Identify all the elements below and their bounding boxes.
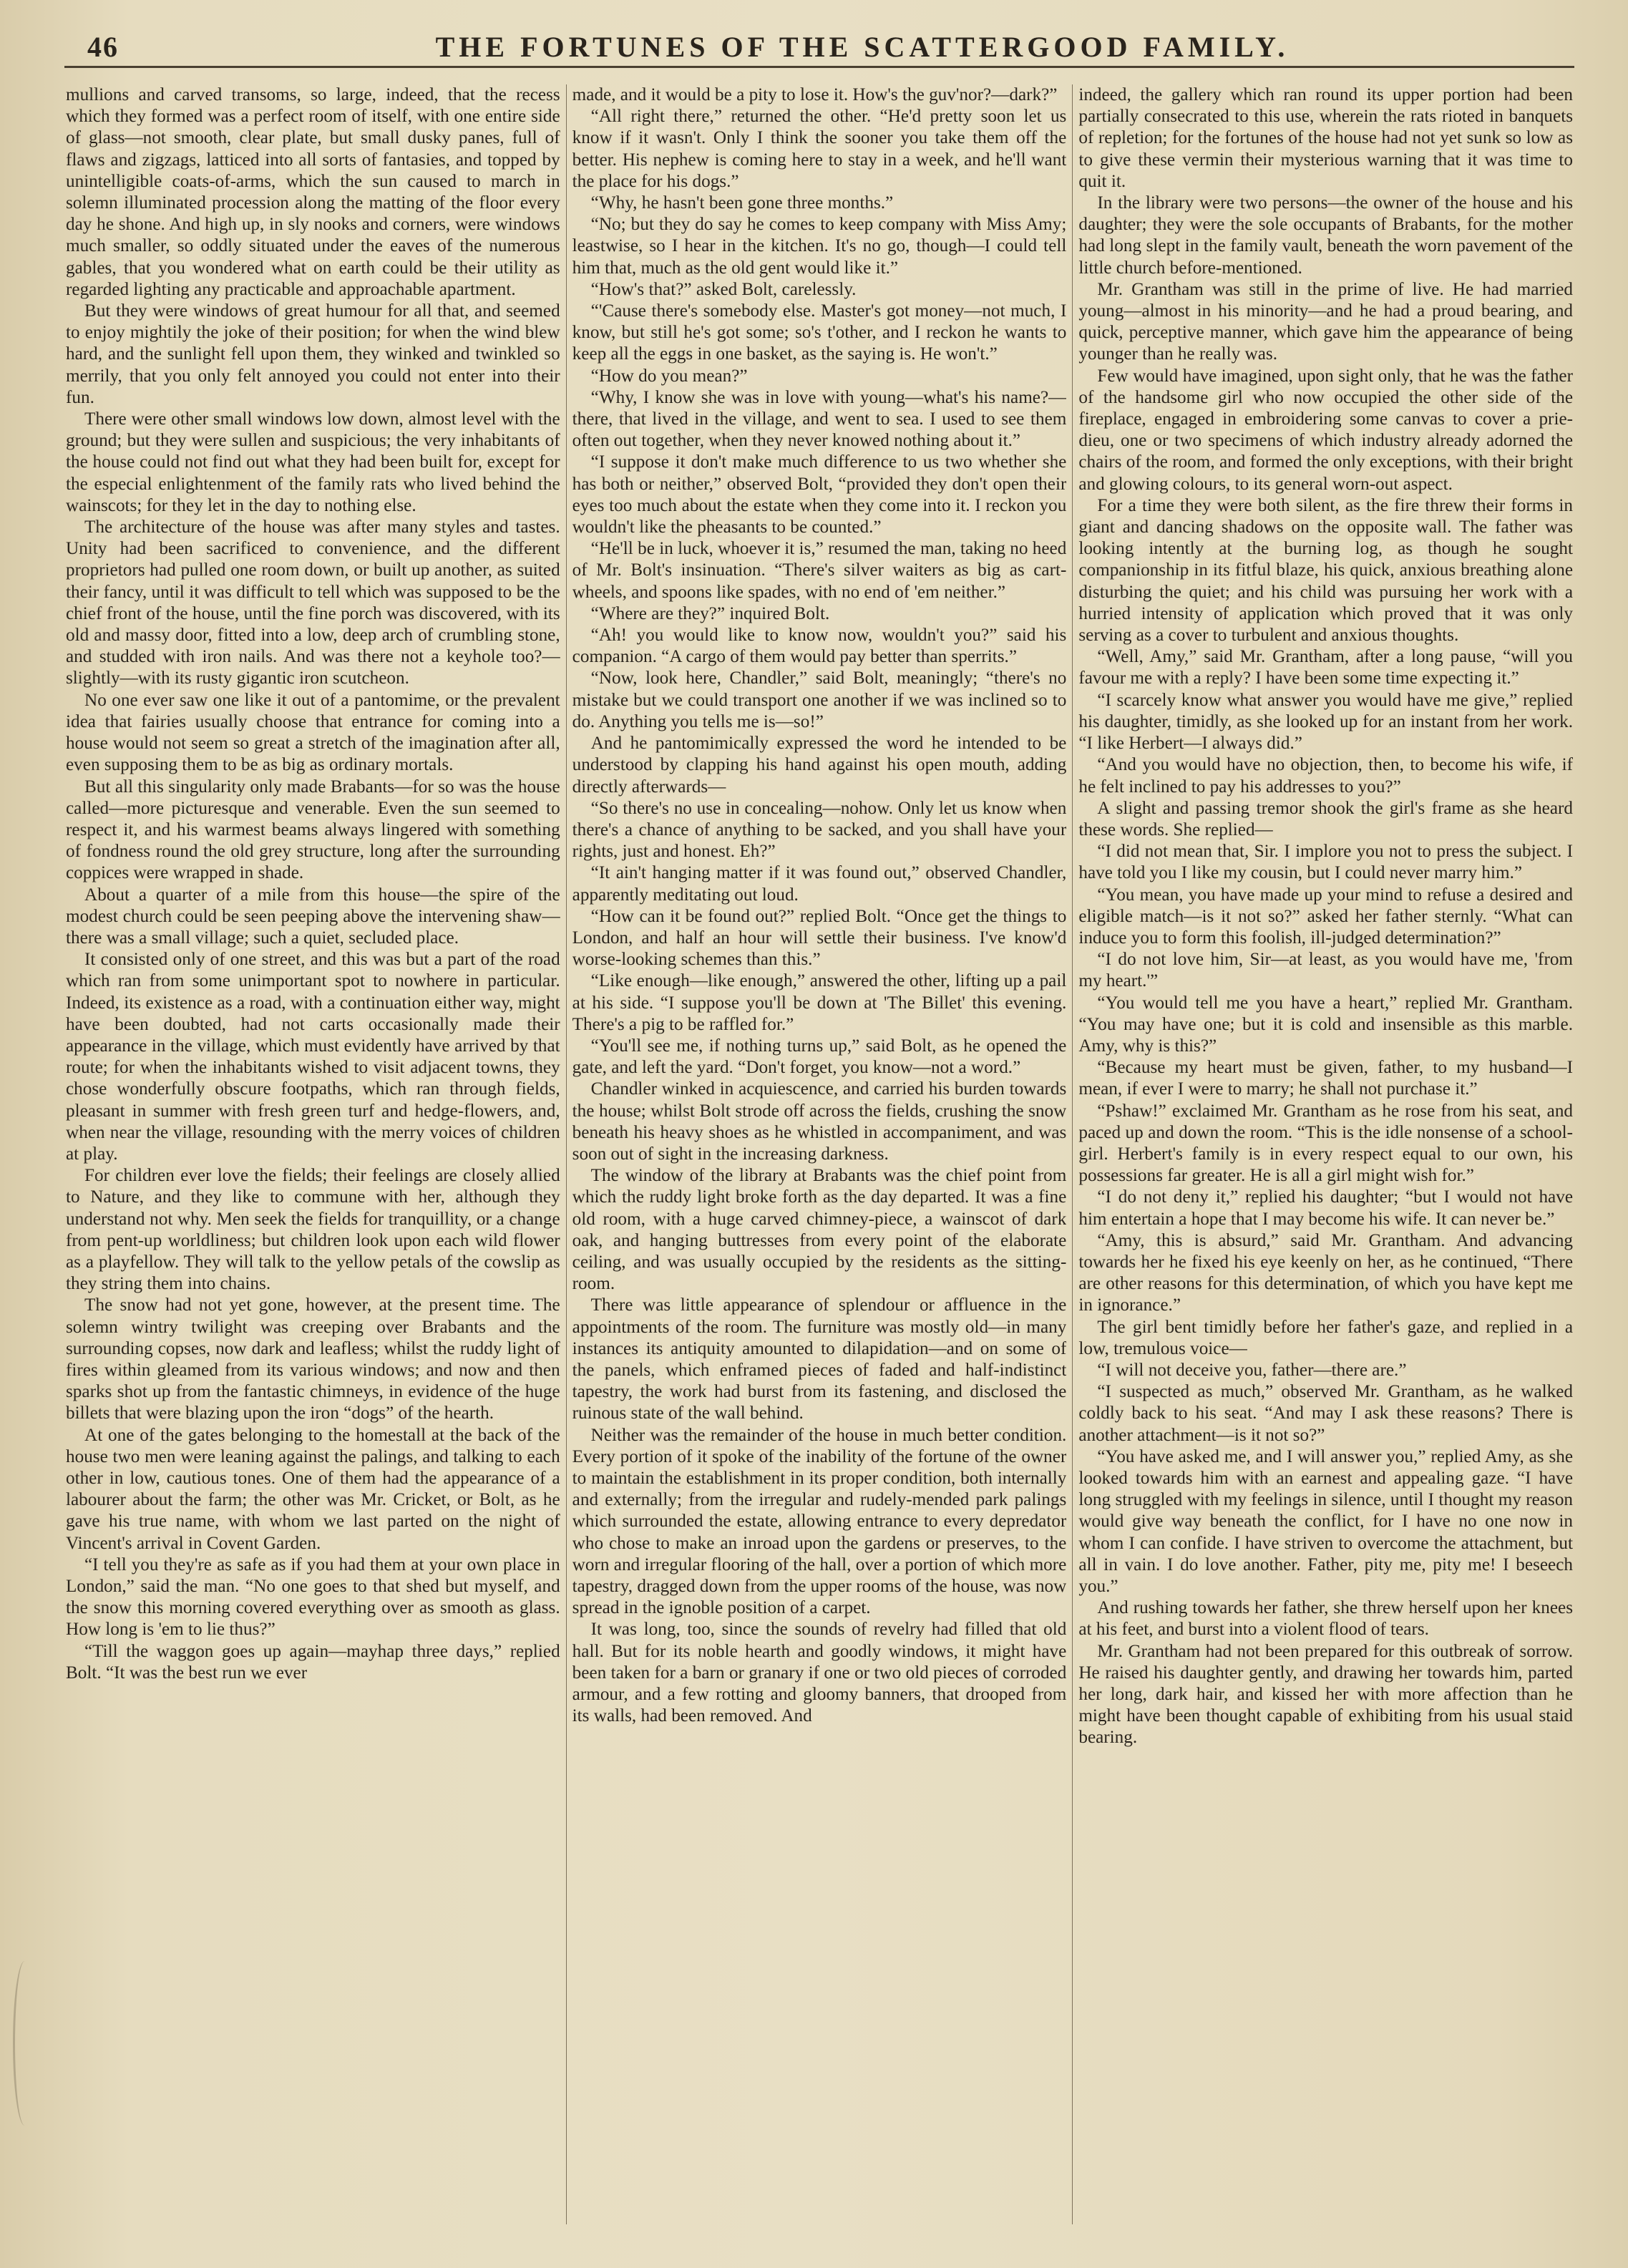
paragraph: The window of the library at Brabants was the chief point from which the ruddy light broke forth as the day departed. It was a fine old room, with a huge carved chimney-piece, a wainscot of dark oak, and hanging buttresses from every point of the elaborate ceiling, and was usually occupied by the residents as the sitting-room. [572, 1166, 1067, 1294]
paragraph: “How do you mean?” [590, 366, 748, 386]
paragraph: “Like enough—like enough,” answered the other, lifting up a pail at his side. “I suppose you'll be down at 'The Billet' this evening. There's a pig to be raffled for.” [572, 971, 1067, 1034]
paragraph: “Now, look here, Chandler,” said Bolt, meaningly; “there's no mistake but we could transport one another if we was inclined so to do. Anything you tells me is—so!” [572, 668, 1067, 731]
paragraph: “I did not mean that, Sir. I implore you not to press the subject. I have told you I like my cousin, but I could never marry him.” [1078, 842, 1574, 883]
paragraph: No one ever saw one like it out of a pantomime, or the prevalent idea that fairies usually choose that entrance for coming into a house would not seem so great a stretch of the imagination after all, even supposing them to be as big as ordinary mortals. [66, 690, 560, 775]
paragraph: “How can it be found out?” replied Bolt. “Once get the things to London, and half an hour will settle their business. I've know'd worse-looking schemes than this.” [572, 906, 1067, 970]
paragraph: “You have asked me, and I will answer you,” replied Amy, as she looked towards him with an earnest and appealing gaze. “I have long struggled with my feelings in silence, until I thought my reason would give way beneath the conflict, for I have no one now in whom I can confide. I have striven to overcome the attachment, but all in vain. I do love another. Father, pity me, pity me! I beseech you.” [1078, 1446, 1574, 1597]
paragraph: Mr. Grantham had not been prepared for this outbreak of sorrow. He raised his daughter gently, and drawing her towards him, parted her long, dark hair, and kissed her with more affection than he might have been thought capable of exhibiting from his usual staid bearing. [1078, 1641, 1574, 1748]
paragraph: At one of the gates belonging to the homestall at the back of the house two men were leaning against the palings, and talking to each other in low, cautious tones. One of them had the appearance of a labourer about the farm; the other was Mr. Cricket, or Bolt, as he gave his true name, with whom we last parted on the night of Vincent's arrival in Covent Garden. [66, 1425, 560, 1553]
paragraph: A slight and passing tremor shook the girl's frame as she heard these words. She replied— [1078, 798, 1574, 839]
paragraph: indeed, the gallery which ran round its upper portion had been partially consecrated to this use, wherein the rats rioted in banquets of repletion; for the fortunes of the house had not yet sunk so low as to give these vermin their mysterious warning that it was time to quit it. [1078, 85, 1574, 191]
paragraph: “How's that?” asked Bolt, carelessly. [590, 279, 857, 299]
paragraph: About a quarter of a mile from this house—the spire of the modest church could be seen peeping above the intervening shaw—there was a small village; such a quiet, secluded place. [66, 885, 560, 948]
column-divider [1072, 84, 1073, 2224]
paragraph: “Amy, this is absurd,” said Mr. Grantham. And advancing towards her he fixed his eye keenly on her, as he continued, “There are other reasons for this determination, of which you have kept me in ignorance.” [1078, 1230, 1574, 1315]
paragraph: For a time they were both silent, as the fire threw their forms in giant and dancing shadows on the opposite wall. The father was looking intently at the burning log, as though he sought companionship in its fitful blaze, his quick, anxious breathing alone disturbing the quiet; and his child was pursuing her work with a hurried intensity of application which proved that it was only serving as a cover to turbulent and anxious thoughts. [1078, 495, 1574, 646]
paragraph: “And you would have no objection, then, to become his wife, if he felt inclined to pay his addresses to you?” [1078, 755, 1574, 797]
paragraph: “All right there,” returned the other. “He'd pretty soon let us know if it wasn't. Only I think the sooner you take them off the better. His nephew is coming here to stay in a week, and he'll want the place for his dogs.” [572, 107, 1067, 191]
paragraph: The girl bent timidly before her father's gaze, and replied in a low, tremulous voice— [1078, 1317, 1574, 1358]
paragraph: made, and it would be a pity to lose it. How's the guv'nor?—dark?” [572, 85, 1058, 104]
paragraph: “You'll see me, if nothing turns up,” said Bolt, as he opened the gate, and left the yard. “Don't forget, you know—not a word.” [572, 1036, 1067, 1078]
paragraph: And he pantomimically expressed the word he intended to be understood by clapping his hand against his open mouth, adding directly afterwards— [572, 734, 1067, 797]
paragraph: “Where are they?” inquired Bolt. [590, 603, 830, 623]
paragraph: “No; but they do say he comes to keep company with Miss Amy; leastwise, so I hear in the kitchen. It's no go, though—I could tell him that, much as the old gent would like it.” [572, 215, 1067, 278]
paragraph: “He'll be in luck, whoever it is,” resumed the man, taking no heed of Mr. Bolt's insinuation. “There's silver waiters as big as cart-wheels, and spoons like spades, with no end of 'em neither.” [572, 539, 1067, 602]
paragraph: “Well, Amy,” said Mr. Grantham, after a long pause, “will you favour me with a reply? I have been some time expecting it.” [1078, 647, 1574, 688]
paragraph: “I will not deceive you, father—there are.” [1097, 1360, 1407, 1380]
paragraph: But all this singularity only made Brabants—for so was the house called—more picturesque and venerable. Even the sun seemed to respect it, and his warmest beams always lingered with something of fondness round the old grey structure, long after the surrounding coppices were wrapped in shade. [66, 777, 560, 883]
paragraph: “Why, he hasn't been gone three months.” [590, 193, 894, 213]
paragraph: “You would tell me you have a heart,” replied Mr. Grantham. “You may have one; but it is cold and insensible as this marble. Amy, why is this?” [1078, 993, 1574, 1056]
paragraph: “I scarcely know what answer you would have me give,” replied his daughter, timidly, as she looked up for an instant from her work. “I like Herbert—I always did.” [1078, 690, 1574, 754]
paragraph: “It ain't hanging matter if it was found out,” observed Chandler, apparently meditating out loud. [572, 863, 1067, 905]
column-3 [1078, 84, 1573, 2224]
paragraph: Chandler winked in acquiescence, and carried his burden towards the house; whilst Bolt strode off across the fields, crushing the snow beneath his heavy shoes as he whistled in accompaniment, and was soon out of sight in the increasing darkness. [572, 1079, 1067, 1164]
paragraph: There was little appearance of splendour or affluence in the appointments of the room. The furniture was mostly old—in many instances its antiquity amounted to dilapidation—and on some of the panels, which enframed pieces of faded and half-indistinct tapestry, the work had burst from its fastening, and disclosed the ruinous state of the wall behind. [572, 1295, 1067, 1423]
paragraph: And rushing towards her father, she threw herself upon her knees at his feet, and burst into a violent flood of tears. [1078, 1598, 1574, 1640]
paragraph: It consisted only of one street, and this was but a part of the road which ran from some unimportant spot to nowhere in particular. Indeed, its existence as a road, with a continuation either way, might have been doubted, had not carts occasionally made their appearance in the village, which must evidently have arrived by that route; for when the inhabitants wished to visit adjacent towns, they chose wonderfully obscure footpaths, which ran through fields, pleasant in summer with fresh green turf and hedge-flowers, and, when near the village, resounding with the merry voices of children at play. [66, 950, 560, 1164]
paragraph: There were other small windows low down, almost level with the ground; but they were sullen and suspicious; the very inhabitants of the house could not find out what they had been built for, except for the especial enlightenment of the family rats who lived behind the wainscots; for they let in the day to nothing else. [66, 409, 560, 515]
column-divider [566, 84, 567, 2224]
paragraph: It was long, too, since the sounds of revelry had filled that old hall. But for its noble hearth and goodly windows, it might have been taken for a barn or granary if one or two old pieces of corroded armour, and a few rotting and gloomy banners, that drooped from its walls, had been removed. And [572, 1620, 1067, 1726]
paragraph: Few would have imagined, upon sight only, that he was the father of the handsome girl who now occupied the other side of the fireplace, engaged in embroidering some canvas to cover a prie-dieu, one or two specimens of which industry already adorned the chairs of the room, and formed the only exceptions, with their bright and glowing colours, to its general worn-out aspect. [1078, 366, 1574, 494]
column-1 [66, 84, 560, 2224]
column-2 [572, 84, 1067, 2224]
page-header [64, 26, 1574, 69]
text-columns [66, 84, 1573, 2224]
paragraph: “Till the waggon goes up again—mayhap three days,” replied Bolt. “It was the best run we ever [66, 1641, 560, 1683]
paragraph: “So there's no use in concealing—nohow. Only let us know when there's a chance of anything to be sacked, and you shall have your rights, just and honest. Eh?” [572, 798, 1067, 862]
paragraph: “I do not deny it,” replied his daughter; “but I would not have him entertain a hope that I may become his wife. It can never be.” [1078, 1187, 1574, 1229]
paragraph: Mr. Grantham was still in the prime of live. He had married young—almost in his minority—and he had a proud bearing, and quick, perceptive manner, which gave him the appearance of being younger than he really was. [1078, 279, 1574, 364]
paragraph: But they were windows of great humour for all that, and seemed to enjoy mightily the joke of their position; for when the wind blew hard, and the sunlight fell upon them, they winked and twinkled so merrily, that you only felt annoyed you could not enter into their fun. [66, 301, 560, 407]
paragraph: “I tell you they're as safe as if you had them at your own place in London,” said the man. “No one goes to that shed but myself, and the snow this morning covered everything over as smooth as glass. How long is 'em to lie thus?” [66, 1554, 560, 1640]
header-rule [64, 66, 1574, 68]
binding-scan-mark [13, 1961, 36, 2126]
paragraph: “Because my heart must be given, father, to my husband—I mean, if ever I were to marry; he shall not purchase it.” [1078, 1058, 1574, 1099]
paragraph: The snow had not yet gone, however, at the present time. The solemn wintry twilight was creeping over Brabants and the surrounding copses, now dark and leafless; whilst the ruddy light of fires within gleamed from its various windows; and now and then sparks shot up from the fantastic chimneys, in evidence of the huge billets that were blazing upon the iron “dogs” of the hearth. [66, 1295, 560, 1423]
paragraph: The architecture of the house was after many styles and tastes. Unity had been sacrificed to convenience, and the different proprietors had pulled one room down, or built up another, as suited their fancy, until it was difficult to tell which was supposed to be the chief front of the house, until the fine porch was discovered, with its old and massy door, fitted into a low, deep arch of crumbling stone, and studded with iron nails. And was there not a keyhole too?—slightly—with its rusty gigantic iron scutcheon. [66, 517, 560, 688]
paragraph: “Ah! you would like to know now, wouldn't you?” said his companion. “A cargo of them would pay better than sperrits.” [572, 626, 1067, 667]
paragraph: “I suspected as much,” observed Mr. Grantham, as he walked coldly back to his seat. “And may I ask these reasons? There is another attachment—is it not so?” [1078, 1382, 1574, 1445]
paragraph: “'Cause there's somebody else. Master's got money—not much, I know, but still he's got some; so's t'other, and I reckon he wants to keep all the eggs in one basket, as the saying is. He won't.” [572, 301, 1067, 364]
paragraph: Neither was the remainder of the house in much better condition. Every portion of it spoke of the inability of the fortune of the owner to maintain the establishment in its proper condition, both internally and externally; from the irregular and rudely-mended park palings which surrounded the estate, allowing entrance to every depredator who chose to make an inroad upon the gardens or preserves, to the worn and irregular flooring of the hall, over a portion of which more tapestry, dragged down from the upper rooms of the house, was now spread in the ignoble position of a carpet. [572, 1425, 1067, 1618]
paragraph: mullions and carved transoms, so large, indeed, that the recess which they formed was a perfect room of itself, with one entire side of glass—not smooth, clear plate, but small dusky panes, full of flaws and zigzags, latticed into all sorts of fantasies, and topped by unintelligible coats-of-arms, which the sun caused to march in solemn illuminated procession along the matting of the floor every day he shone. And high up, in sly nooks and corners, were windows much smaller, so oddly situated under the eaves of the numerous gables, that you wondered what on earth could be their utility as regarded lighting any practicable and approachable apartment. [66, 85, 560, 299]
paragraph: “I do not love him, Sir—at least, as you would have me, 'from my heart.'” [1078, 950, 1574, 991]
running-title: THE FORTUNES OF THE SCATTERGOOD FAMILY. [435, 31, 1290, 63]
paragraph: “Pshaw!” exclaimed Mr. Grantham as he rose from his seat, and paced up and down the room. “This is the idle nonsense of a school-girl. Herbert's family is in every respect equal to our own, his possessions far greater. He is all a girl might wish for.” [1078, 1101, 1574, 1186]
paragraph: In the library were two persons—the owner of the house and his daughter; they were the sole occupants of Brabants, for the mother had long slept in the family vault, beneath the worn pavement of the little church before-mentioned. [1078, 193, 1574, 278]
paragraph: “You mean, you have made up your mind to refuse a desired and eligible match—is it not so?” asked her father sternly. “What can induce you to form this foolish, ill-judged determination?” [1078, 885, 1574, 948]
paragraph: “Why, I know she was in love with young—what's his name?—there, that lived in the village, and went to sea. I used to see them often out together, when they never knowed nothing about it.” [572, 387, 1067, 451]
paragraph: For children ever love the fields; their feelings are closely allied to Nature, and they like to commune with her, although they understand not why. Men seek the fields for tranquillity, or a change from pent-up worldliness; but children look upon each wild flower as a playfellow. They will talk to the yellow petals of the cowslip as they string them into chains. [66, 1166, 560, 1294]
page-number: 46 [87, 31, 119, 63]
paragraph: “I suppose it don't make much difference to us two whether she has both or neither,” observed Bolt, “provided they don't open their eyes too much about the estate when they come into it. I reckon you wouldn't like the pheasants to be counted.” [572, 452, 1067, 537]
